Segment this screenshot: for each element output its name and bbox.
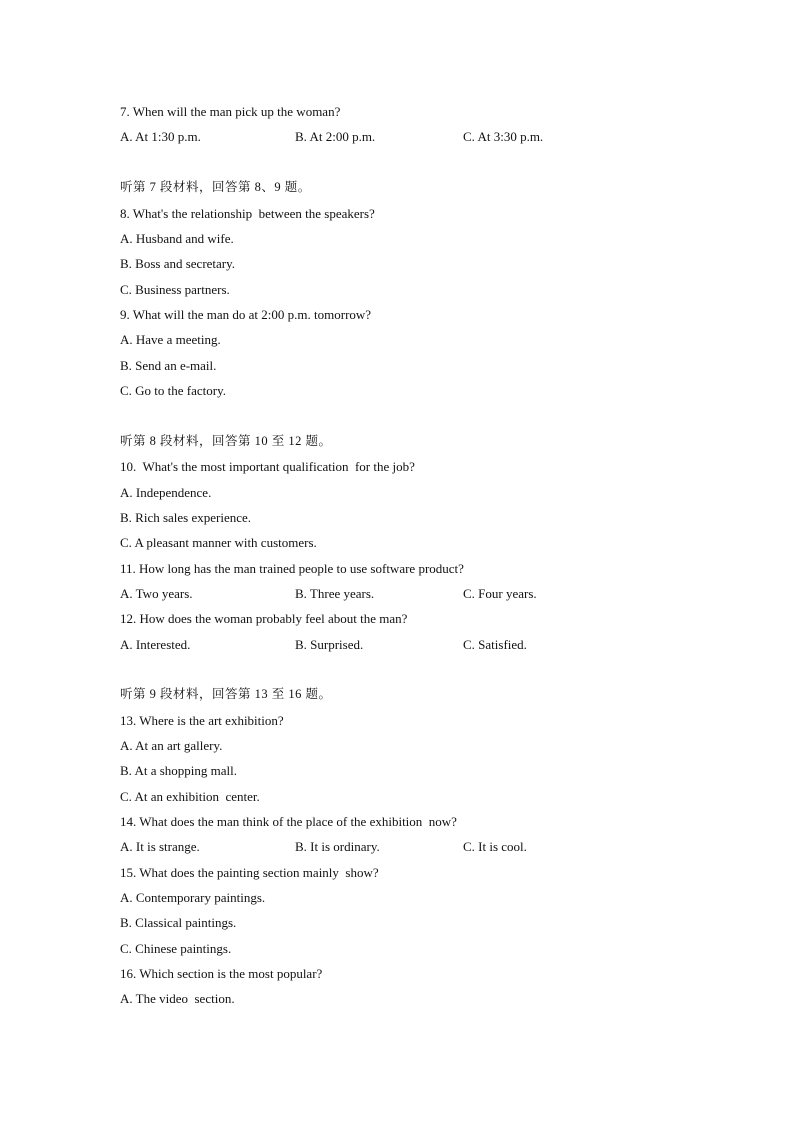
question-12: 12. How does the woman probably feel about the man? [120,611,408,626]
question-7: 7. When will the man pick up the woman? [120,104,341,119]
q16-option-a: A. The video section. [120,991,235,1006]
question-8: 8. What's the relationship between the speakers? [120,206,375,221]
question-15: 15. What does the painting section mainly show? [120,865,379,880]
section-9-heading: 听第 9 段材料，回答第 13 至 16 题。 [120,687,332,701]
question-14: 14. What does the man think of the place of the exhibition now? [120,814,457,829]
q14-option-b: B. It is ordinary. [295,839,380,854]
q13-option-b: B. At a shopping mall. [120,763,237,778]
q7-option-a: A. At 1:30 p.m. [120,129,201,144]
q7-option-b: B. At 2:00 p.m. [295,129,376,144]
q15-option-b: B. Classical paintings. [120,915,237,930]
q15-option-c: C. Chinese paintings. [120,941,232,956]
section-8-heading: 听第 8 段材料，回答第 10 至 12 题。 [120,434,332,448]
question-9: 9. What will the man do at 2:00 p.m. tomorrow? [120,307,372,322]
q9-option-b: B. Send an e-mail. [120,358,217,373]
question-16: 16. Which section is the most popular? [120,966,323,981]
q11-option-a: A. Two years. [120,586,193,601]
q10-option-b: B. Rich sales experience. [120,510,252,525]
q13-option-c: C. At an exhibition center. [120,789,260,804]
q14-option-a: A. It is strange. [120,839,200,854]
q9-option-a: A. Have a meeting. [120,332,221,347]
question-11: 11. How long has the man trained people to use software product? [120,561,464,576]
q15-option-a: A. Contemporary paintings. [120,890,266,905]
q8-option-a: A. Husband and wife. [120,231,234,246]
q12-option-a: A. Interested. [120,637,191,652]
q12-option-b: B. Surprised. [295,637,364,652]
q10-option-c: C. A pleasant manner with customers. [120,535,317,550]
question-13: 13. Where is the art exhibition? [120,713,284,728]
q12-option-c: C. Satisfied. [463,637,527,652]
q9-option-c: C. Go to the factory. [120,383,227,398]
q7-option-c: C. At 3:30 p.m. [463,129,544,144]
q11-option-b: B. Three years. [295,586,375,601]
question-10: 10. What's the most important qualification for the job? [120,459,415,474]
q11-option-c: C. Four years. [463,586,537,601]
q14-option-c: C. It is cool. [463,839,527,854]
q10-option-a: A. Independence. [120,485,212,500]
q8-option-c: C. Business partners. [120,282,230,297]
q8-option-b: B. Boss and secretary. [120,256,236,271]
section-7-heading: 听第 7 段材料，回答第 8、9 题。 [120,180,311,194]
q13-option-a: A. At an art gallery. [120,738,223,753]
